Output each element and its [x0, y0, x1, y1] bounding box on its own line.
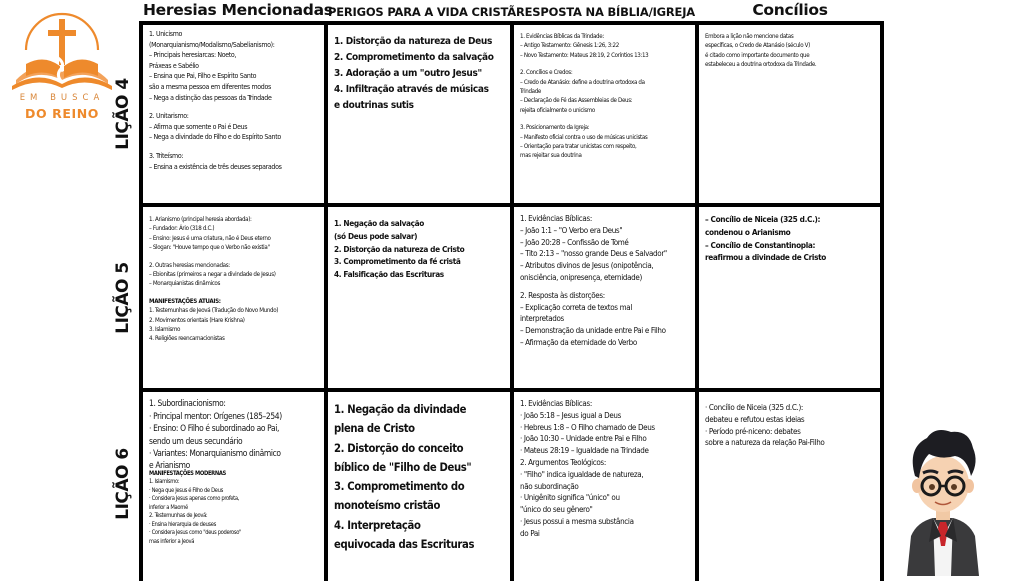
text-line: 2. Outras heresias mencionadas: [149, 261, 230, 269]
text-line: 1. Islamismo: [149, 479, 180, 485]
text-line: – Nega a distinção das pessoas da Trindade [149, 93, 272, 102]
text-line: (Monarquianismo/Modalismo/Sabelianismo): [149, 40, 275, 49]
text-line: – Afirmação da eternidade do Verbo [520, 337, 637, 347]
text-line: e Arianismo [149, 459, 190, 470]
text-line: bíblico de "Filho de Deus" [334, 460, 472, 474]
logo-line-1: EM BUSCA [19, 93, 105, 103]
text-line: específicas, o Credo de Atanásio (século V) [705, 42, 810, 50]
text-line: 1. Testemunhas de Jeová (Tradução do Novo Mundo) [149, 307, 279, 315]
text-line: 2. Concílios e Credos: [520, 69, 573, 77]
text-line: 3. Islamismo [149, 326, 181, 334]
text-line: 4. Interpretação [334, 518, 421, 532]
text-line: – Demonstração da unidade entre Pai e Filho [520, 326, 666, 336]
text-line: Trindade [520, 88, 541, 96]
text-line: "único do seu gênero" [520, 505, 593, 515]
header-perigos: PERIGOS PARA A VIDA CRISTÃ [328, 5, 516, 19]
text-line: debateu e refutou estas ideias [705, 414, 805, 424]
text-line: – Slogan: "Houve tempo que o Verbo não existia" [149, 244, 270, 252]
text-line: · João 10:30 – Unidade entre Pai e Filho [520, 434, 647, 444]
text-line: 1. Negação da divindade [334, 403, 467, 416]
cell-licao5-concilios [699, 207, 881, 388]
text-line: inferior a Maomé [149, 504, 188, 511]
text-line: Práxeas e Sabélio [149, 61, 199, 70]
text-line: · Concílio de Niceia (325 d.C.): [705, 403, 803, 412]
text-line: – Ensina a existência de três deuses separados [149, 162, 282, 171]
text-line: – Ensino: Jesus é uma criatura, não é Deus eterno [149, 234, 271, 242]
text-line: MANIFESTAÇÕES MODERNAS [149, 470, 226, 477]
text-line: – Ebionitas (primeiros a negar a divindade de Jesus) [149, 271, 276, 279]
text-line: plena de Cristo [334, 422, 415, 436]
text-line: · Jesus possui a mesma substância [520, 516, 634, 526]
text-line: 4. Infiltração através de músicas [334, 84, 489, 95]
text-line: · Considera Jesus apenas como profeta, [149, 496, 240, 502]
text-line: 1. Subordinacionismo: [149, 398, 226, 408]
text-line: – Novo Testamento: Mateus 28:19, 2 Coríntios 13:13 [520, 51, 649, 59]
text-line: – Afirma que somente o Pai é Deus [149, 122, 248, 131]
text-line: 1. Evidências Bíblicas da Trindade: [520, 33, 604, 40]
text-line: – Atributos divinos de Jesus (onipotência, [520, 261, 654, 271]
text-line: (só Deus pode salvar) [334, 230, 418, 241]
cell-licao4-heresias [143, 25, 324, 203]
header-resposta: RESPOSTA NA BÍBLIA/IGREJA [516, 5, 695, 19]
text-line: · Considera Jesus como "deus poderoso" [149, 530, 242, 536]
text-line: 1. Evidências Bíblicas: [520, 399, 592, 408]
text-line: · Período pré-niceno: debates [705, 426, 801, 436]
text-line: – Antigo Testamento: Gênesis 1:26, 3:22 [520, 42, 619, 50]
text-line: 3. Triteísmo: [149, 151, 184, 160]
text-line: 1. Negação da salvação [334, 218, 424, 228]
text-line: do Pai [520, 528, 540, 538]
text-line: 3. Adoração a um "outro Jesus" [334, 68, 482, 79]
text-line: 2. Resposta às distorções: [520, 290, 605, 300]
text-line: equivocada das Escrituras [334, 538, 475, 552]
text-line: – Fundador: Ário (318 d.C.) [149, 225, 215, 233]
cell-licao5-perigos [328, 207, 510, 388]
text-line: estabeleceu a doutrina ortodoxa da Trindade. [705, 61, 817, 69]
text-line: 3. Comprometimento da fé cristã [334, 256, 461, 267]
text-line: 3. Comprometimento do [334, 480, 465, 494]
text-line: 2. Comprometimento da salvação [334, 52, 494, 63]
text-line: 2. Argumentos Teológicos: [520, 457, 606, 467]
text-line: 1. Evidências Bíblicas: [520, 214, 592, 223]
text-line: 1. Distorção da natureza de Deus [334, 36, 492, 47]
text-line: 2. Unitarismo: [149, 112, 189, 121]
cell-licao4-resposta [514, 25, 695, 203]
text-line: – Monarquianistas dinâmicos [149, 280, 221, 288]
text-line: 1. Arianismo (principal heresia abordada): [149, 216, 252, 223]
cell-licao4-concilios [699, 25, 881, 203]
text-line: · Principal mentor: Orígenes (185–254) [149, 410, 282, 421]
text-line: mas inferior a Jeová [149, 538, 195, 545]
text-line: 2. Distorção do conceito [334, 441, 464, 455]
cell-licao6-resposta [514, 392, 695, 576]
text-line: 3. Posicionamento da Igreja: [520, 124, 590, 132]
text-line: MANIFESTAÇÕES ATUAIS: [149, 297, 221, 305]
text-line: interpretados [520, 314, 564, 324]
cell-licao5-resposta [514, 207, 695, 388]
text-line: – Nega a divindade do Filho e do Espírito Santo [149, 133, 281, 142]
logo [8, 6, 116, 121]
text-line: Embora a lição não mencione datas [705, 33, 794, 40]
text-line: sendo um deus secundário [149, 435, 243, 446]
text-line: – Concílio de Constantinopla: [705, 239, 816, 250]
text-line: sobre a natureza da relação Pai-Filho [705, 438, 825, 448]
cell-licao5-heresias [143, 207, 324, 388]
text-line: – Concílio de Niceia (325 d.C.): [705, 214, 821, 224]
text-line: – Manifesto oficial contra o uso de músicas unicistas [520, 133, 648, 141]
text-line: – Ensina que Pai, Filho e Espírito Santo [149, 72, 257, 81]
row-label-licao-5: LIÇÃO 5 [113, 261, 133, 334]
header-concilios: Concílios [752, 1, 828, 19]
text-line: 2. Movimentos orientais (Hare Krishna) [149, 316, 245, 324]
text-line: não subordinação [520, 481, 579, 491]
text-line: monoteísmo cristão [334, 499, 441, 513]
text-line: 2. Testemunhas de Jeová: [149, 513, 208, 519]
text-line: · Ensina hierarquia de deuses [149, 521, 216, 528]
text-line: 1. Unicismo [149, 30, 182, 38]
text-line: onisciência, onipresença, eternidade) [520, 272, 642, 282]
text-line: · Nega que Jesus é Filho de Deus [149, 487, 223, 494]
text-line: – Tito 2:13 – "nosso grande Deus e Salvador" [520, 249, 667, 259]
row-label-licao-4: LIÇÃO 4 [113, 78, 133, 150]
text-line: · Ensino: O Filho é subordinado ao Pai, [149, 423, 280, 433]
text-line: – Explicação correta de textos mal [520, 302, 633, 312]
text-line: · Variantes: Monarquianismo dinâmico [149, 448, 281, 458]
text-line: · Mateus 28:19 – Igualdade na Trindade [520, 446, 649, 456]
row-label-licao-6: LIÇÃO 6 [113, 448, 133, 520]
header-heresias: Heresias Mencionadas [143, 1, 333, 19]
text-line: 4. Falsificação das Escrituras [334, 269, 444, 280]
text-line: mas rejeitar sua doutrina [520, 152, 582, 160]
text-line: – João 1:1 – "O Verbo era Deus" [520, 225, 623, 235]
text-line: · Hebreus 1:8 – O Filho chamado de Deus [520, 422, 655, 432]
text-line: são a mesma pessoa em diferentes modos [149, 82, 271, 91]
text-line: – Principais heresiarcas: Noeto, [149, 51, 237, 60]
text-line: é citado como importante documento que [705, 51, 810, 59]
text-line: 4. Religiões reencarnacionistas [149, 335, 225, 343]
text-line: condenou o Arianismo [705, 226, 791, 237]
text-line: – Orientação para tratar unicistas com respeito, [520, 143, 637, 151]
presenter-avatar-icon [893, 418, 993, 576]
text-line: · Unigênito significa "único" ou [520, 493, 620, 503]
text-line: 2. Distorção da natureza de Cristo [334, 243, 465, 254]
cross-bible-icon [8, 6, 116, 96]
cell-licao6-heresias [143, 392, 324, 576]
text-line: reafirmou a divindade de Cristo [705, 252, 826, 263]
logo-line-2: DO REINO [24, 106, 100, 121]
text-line: e doutrinas sutis [334, 100, 414, 111]
cell-licao4-perigos [328, 25, 510, 203]
cell-licao6-perigos [328, 392, 510, 576]
text-line: · "Filho" indica igualdade de natureza, [520, 469, 644, 479]
text-line: rejeita oficialmente o unicismo [520, 106, 595, 114]
text-line: – Credo de Atanásio: define a doutrina ortodoxa da [520, 78, 645, 86]
text-line: · João 5:18 – Jesus igual a Deus [520, 410, 622, 420]
text-line: – João 20:28 – Confissão de Tomé [520, 237, 629, 247]
text-line: – Declaração de Fé das Assembleias de Deus: [520, 97, 633, 105]
cell-licao6-concilios [699, 392, 881, 576]
